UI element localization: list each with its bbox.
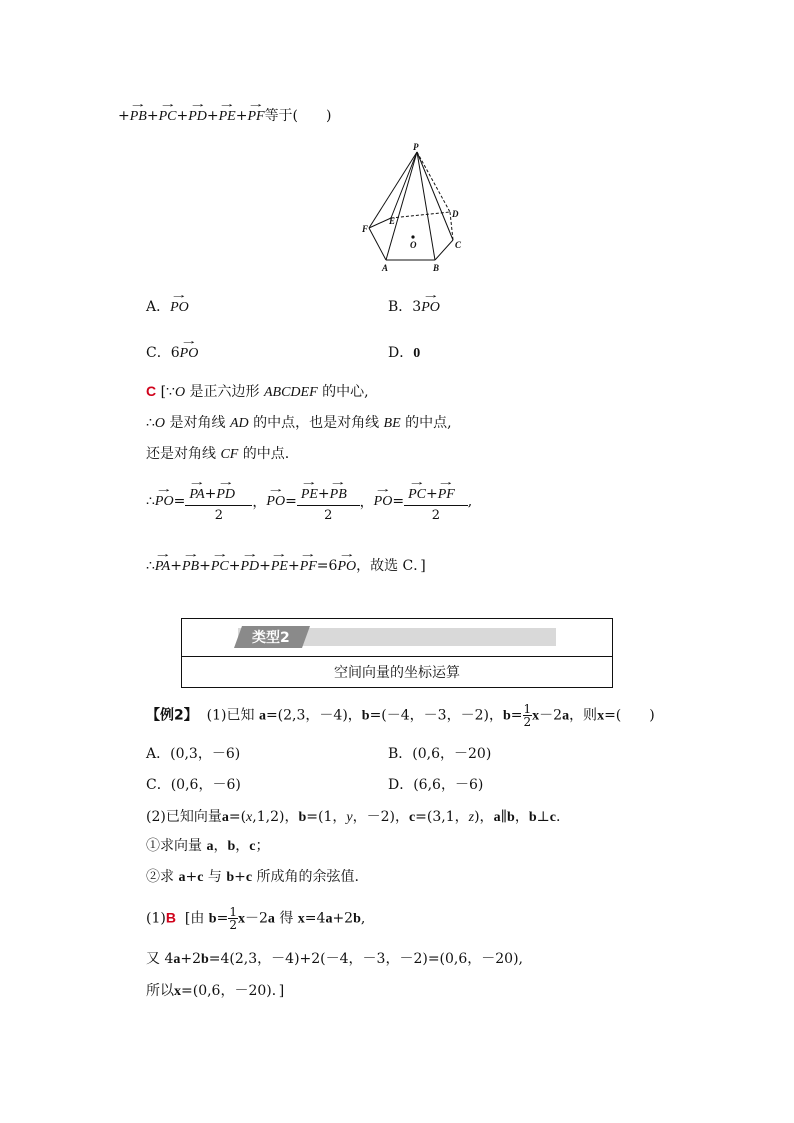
solution2-line2: 又 4a+2b=4(2,3，－4)+2(－4，－3，－2)=(0,6，－20), bbox=[146, 951, 523, 967]
fraction-pc-pf: → $\frac{PC+\to PF}{2}$ bbox=[404, 480, 468, 523]
solution2-line3: 所以x=(0,6，－20)．] bbox=[146, 983, 285, 999]
question2-line2: ①求向量 a，b，c； bbox=[146, 838, 270, 854]
hexagonal-pyramid-figure bbox=[355, 140, 485, 280]
option-d: D．0 bbox=[388, 345, 421, 361]
section-title: 空间向量的坐标运算 bbox=[334, 665, 460, 681]
question-top-line: +→ PB+→ PC+→ PD+→ PE+→ PF等于( ) bbox=[118, 105, 332, 125]
question2-line3: ②求 a+c 与 b+c 所成角的余弦值. bbox=[146, 869, 359, 885]
solution2-line1: (1)B [由 b= $\frac{1}{2}$ x－2a 得 x=4a+2b, bbox=[146, 905, 366, 932]
section-tag: 类型2 bbox=[252, 630, 290, 646]
vec-pe: → PE bbox=[219, 109, 236, 125]
label-e: E bbox=[389, 216, 396, 226]
example2-head: 【例2】 bbox=[146, 707, 198, 724]
option2-b: B．(0,6，－20) bbox=[388, 746, 492, 762]
vec-pd: → PD bbox=[188, 109, 207, 125]
question-tail: 等于( ) bbox=[264, 108, 332, 124]
label-a: A bbox=[382, 263, 389, 273]
answer-b: B bbox=[165, 909, 176, 926]
solution1-line2: ∴O 是对角线 AD 的中点，也是对角线 BE 的中点, bbox=[146, 415, 452, 431]
solution1-line3: 还是对角线 CF 的中点. bbox=[146, 446, 290, 462]
label-o: O bbox=[410, 240, 417, 250]
section-header-box bbox=[181, 618, 613, 688]
label-p: P bbox=[413, 142, 419, 152]
fraction-pa-pd: → $\frac{PA+\to PD}{2}$ bbox=[185, 480, 252, 523]
section-divider bbox=[182, 656, 612, 657]
option2-c: C．(0,6，－6) bbox=[146, 777, 241, 793]
vec-pc: → PC bbox=[159, 109, 177, 125]
option-a: A．→ PO bbox=[146, 296, 189, 316]
fraction-pe-pb: → $\frac{PE+\to PB}{2}$ bbox=[297, 480, 360, 523]
solution1-fractions-line: ∴→ PO= → $\frac{PA+\to PD}{2}$ ，→ PO= → $\frac{PE+\to PB}{2}$ ，→ PO= → $\frac{PC+\to PF}{2}$ , bbox=[146, 480, 472, 523]
fraction-half: $\frac{1}{2}$ bbox=[523, 702, 532, 729]
option-b: B．3→ PO bbox=[388, 296, 440, 316]
option2-d: D．(6,6，－6) bbox=[388, 777, 484, 793]
label-d: D bbox=[452, 209, 459, 219]
option-c: C．6→ PO bbox=[146, 342, 198, 362]
vec-pb: → PB bbox=[130, 109, 147, 125]
label-b: B bbox=[433, 263, 440, 273]
solution1-sum-line: ∴→ PA+→ PB+→ PC+→ PD+→ PE+→ PF=6→ PO，故选 C．] bbox=[146, 555, 426, 575]
label-c: C bbox=[455, 240, 462, 250]
option2-a: A．(0,3，－6) bbox=[146, 746, 241, 762]
vec-pf: → PF bbox=[247, 109, 264, 125]
example2-line: 【例2】 (1)已知 a=(2,3，－4)，b=(－4，－3，－2)，b= $\frac{1}{2}$ x－2a，则x=( ) bbox=[146, 702, 655, 729]
center-point-o bbox=[411, 235, 414, 238]
fraction-half-2: $\frac{1}{2}$ bbox=[229, 905, 237, 932]
answer-c: C bbox=[146, 383, 157, 399]
question2-line1: (2)已知向量a=(x,1,2)，b=(1，y，－2)，c=(3,1，z)，a∥b，b⊥c. bbox=[146, 809, 561, 825]
solution1-line1: C [∵O 是正六边形 ABCDEF 的中心, bbox=[146, 383, 369, 400]
label-f: F bbox=[362, 224, 369, 234]
